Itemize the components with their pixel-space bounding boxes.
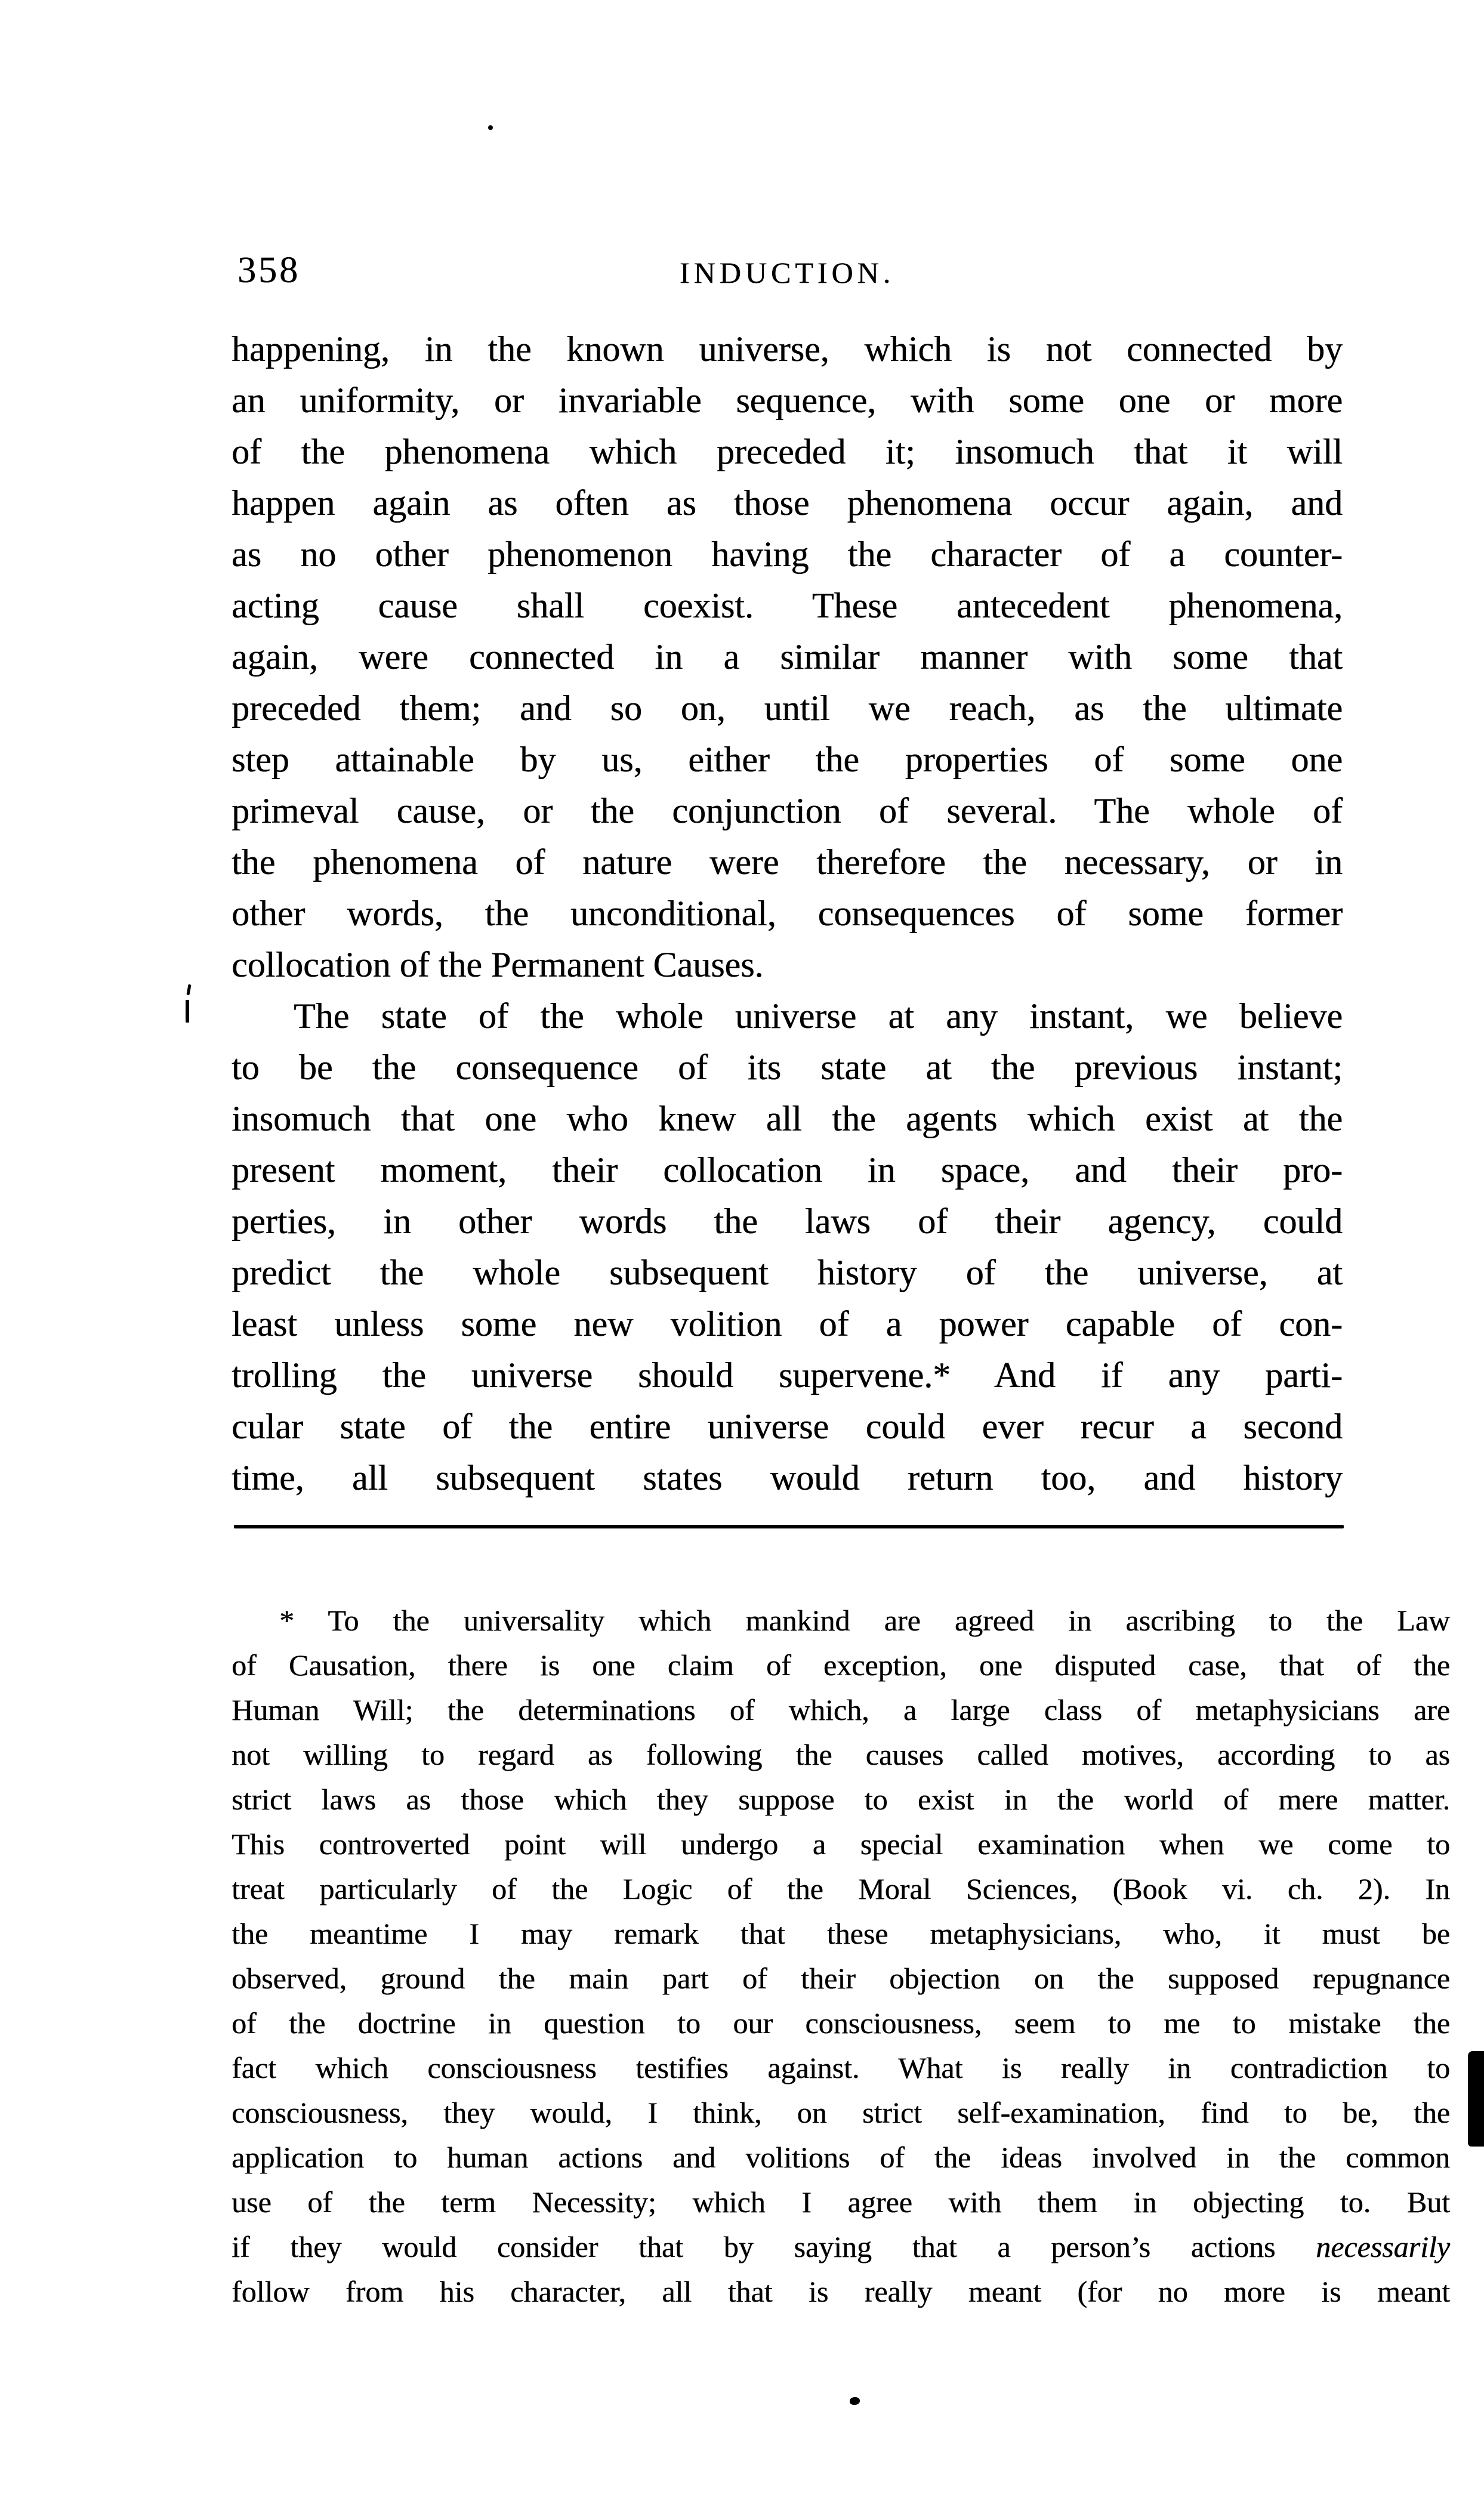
body-text (232, 323, 1343, 1503)
text-line: acting cause shall coexist. These antecedent phenomena, (232, 586, 1343, 625)
footnote-separator-rule (234, 1525, 1344, 1528)
text-line: trolling the universe should supervene.* And if any parti- (232, 1355, 1343, 1395)
italic-text: necessarily (1316, 2230, 1450, 2263)
text-line: primeval cause, or the conjunction of several. The whole of (232, 791, 1343, 830)
text-line: insomuch that one who knew all the agents which exist at the (232, 1099, 1343, 1138)
text-line: happen again as often as those phenomena occur again, and (232, 483, 1343, 523)
text-line: strict laws as those which they suppose to exist in the world of mere matter. (232, 1783, 1450, 1816)
text-line: follow from his character, all that is really meant (for no more is meant (232, 2275, 1450, 2308)
text-line (232, 2225, 1450, 2269)
text-line: consciousness, they would, I think, on strict self-examination, find to be, the (232, 2096, 1450, 2129)
text-line: observed, ground the main part of their objection on the supposed repugnance (232, 1962, 1450, 1995)
ink-speck (488, 125, 493, 130)
text-line: of the doctrine in question to our consciousness, seem to me to mistake the (232, 2006, 1450, 2040)
text-line: Human Will; the determinations of which, a large class of metaphysicians are (232, 1693, 1450, 1727)
text-line: fact which consciousness testifies against. What is really in contradiction to (232, 2051, 1450, 2084)
text-line: an uniformity, or invariable sequence, with some one or more (232, 381, 1343, 420)
text-line: This controverted point will undergo a special examination when we come to (232, 1827, 1450, 1861)
margin-ink-mark-tick (186, 984, 191, 996)
text-line: The state of the whole universe at any instant, we believe (294, 996, 1343, 1036)
text-line: the phenomena of nature were therefore the necessary, or in (232, 842, 1343, 882)
text-line: as no other phenomenon having the character of a counter- (232, 535, 1343, 574)
text-line: again, were connected in a similar manner with some that (232, 637, 1343, 677)
text-line: perties, in other words the laws of their agency, could (232, 1202, 1343, 1241)
text-line: cular state of the entire universe could ever recur a second (232, 1407, 1343, 1446)
text-line: application to human actions and volitions of the ideas involved in the common (232, 2141, 1450, 2174)
text-line: predict the whole subsequent history of the universe, at (232, 1253, 1343, 1292)
text-line: time, all subsequent states would return too, and history (232, 1458, 1343, 1497)
text-line: least unless some new volition of a power capable of con- (232, 1304, 1343, 1344)
text-line: collocation of the Permanent Causes. (232, 945, 764, 984)
text-line: treat particularly of the Logic of the Moral Sciences, (Book vi. ch. 2). In (232, 1872, 1450, 1906)
margin-ink-mark-bar (186, 1000, 189, 1023)
text-line: preceded them; and so on, until we reach, as the ultimate (232, 688, 1343, 728)
text-line: to be the consequence of its state at the previous instant; (232, 1048, 1343, 1087)
text-line: * To the universality which mankind are agreed in ascribing to the Law (279, 1604, 1450, 1637)
ink-blob (850, 2397, 860, 2405)
footnote-block (232, 1598, 1450, 2314)
text-line: of Causation, there is one claim of exception, one disputed case, that of the (232, 1648, 1450, 1682)
text-line: of the phenomena which preceded it; insomuch that it will (232, 432, 1343, 471)
text-line: the meantime I may remark that these metaphysicians, who, it must be (232, 1917, 1450, 1950)
text-line: use of the term Necessity; which I agree with them in objecting to. But (232, 2185, 1450, 2219)
text-line: present moment, their collocation in space, and their pro- (232, 1150, 1343, 1190)
page-edge-ink-bar (1468, 2051, 1484, 2147)
text-line: happening, in the known universe, which is not connected by (232, 329, 1343, 369)
running-title: INDUCTION. (679, 256, 895, 289)
running-header (232, 251, 1343, 292)
text-line: step attainable by us, either the properties of some one (232, 740, 1343, 779)
text-line: not willing to regard as following the causes called motives, according to as (232, 1738, 1450, 1771)
text-segment: if they would consider that by saying that a person’s actions (232, 2230, 1316, 2263)
text-line: other words, the unconditional, consequences of some former (232, 894, 1343, 933)
page-number: 358 (237, 250, 300, 291)
